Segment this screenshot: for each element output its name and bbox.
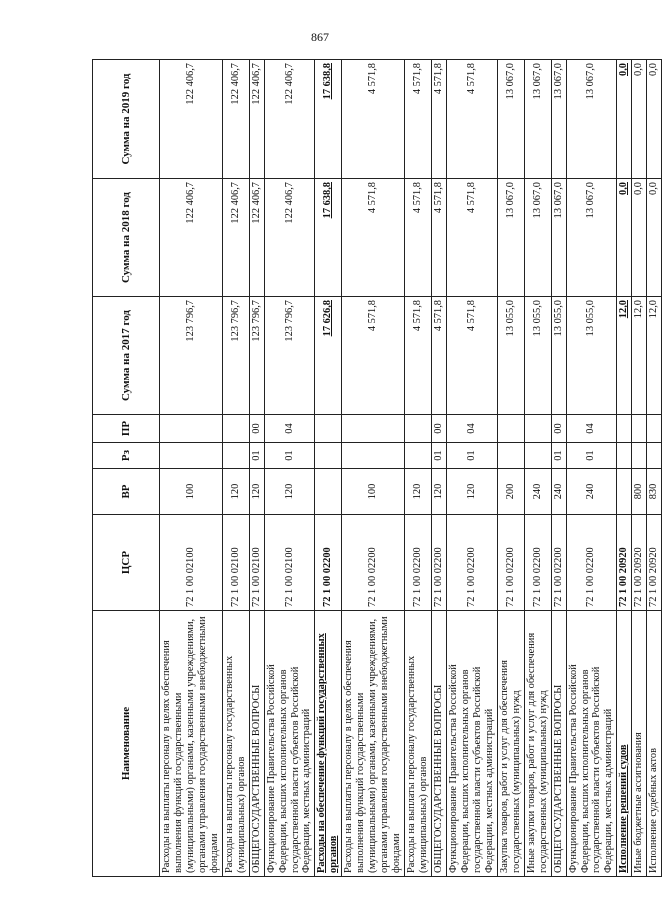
cell-2018: 4 571,8 xyxy=(446,179,497,297)
cell-pr: 04 xyxy=(566,415,617,443)
cell-2017: 12,0 xyxy=(632,297,647,415)
cell-2019: 122 406,7 xyxy=(264,60,315,179)
table-row xyxy=(551,60,566,877)
table-row xyxy=(617,60,632,877)
cell-rz xyxy=(342,443,405,469)
table-row xyxy=(566,60,617,877)
cell-name: ОБЩЕГОСУДАРСТВЕННЫЕ ВОПРОСЫ xyxy=(551,611,566,877)
cell-2017: 123 796,7 xyxy=(249,297,264,415)
budget-table xyxy=(92,59,662,877)
cell-csr: 72 1 00 02200 xyxy=(432,515,447,611)
cell-name: Функционирование Правительства Российской Федерации, высших исполнительных органов государственной власти субъектов Российской Федерации, местных администраций xyxy=(264,611,315,877)
cell-pr xyxy=(405,415,432,443)
cell-2019: 13 067,0 xyxy=(524,60,551,179)
cell-name: Расходы на выплаты персоналу в целях обеспечения выполнения функций государственными (муниципальными) органами, казенными учреждениями, органами управления государственными внебюджетными фондами xyxy=(342,611,405,877)
cell-name: Функционирование Правительства Российской Федерации, высших исполнительных органов государственной власти субъектов Российской Федерации, местных администраций xyxy=(566,611,617,877)
cell-vr: 240 xyxy=(524,469,551,515)
header-csr: ЦСР xyxy=(93,515,160,611)
cell-2019: 4 571,8 xyxy=(405,60,432,179)
header-vr: ВР xyxy=(93,469,160,515)
cell-csr: 72 1 00 02100 xyxy=(264,515,315,611)
cell-csr: 72 1 00 02200 xyxy=(342,515,405,611)
cell-2017: 123 796,7 xyxy=(222,297,249,415)
cell-2018: 13 067,0 xyxy=(566,179,617,297)
cell-2017: 4 571,8 xyxy=(446,297,497,415)
cell-name: Иные закупки товаров, работ и услуг для обеспечения государственных (муниципальных) нужд xyxy=(524,611,551,877)
rotated-table-area xyxy=(92,60,660,877)
cell-pr xyxy=(160,415,223,443)
table-header-row xyxy=(93,60,160,877)
table-row xyxy=(249,60,264,877)
cell-name: Расходы на выплаты персоналу государственных (муниципальных) органов xyxy=(222,611,249,877)
cell-rz xyxy=(617,443,632,469)
cell-vr: 800 xyxy=(632,469,647,515)
cell-2019: 13 067,0 xyxy=(566,60,617,179)
cell-vr: 120 xyxy=(432,469,447,515)
cell-csr: 72 1 00 20920 xyxy=(617,515,632,611)
table-row xyxy=(160,60,223,877)
cell-2017: 13 055,0 xyxy=(497,297,524,415)
cell-vr: 120 xyxy=(264,469,315,515)
cell-csr: 72 1 00 02100 xyxy=(160,515,223,611)
cell-2018: 13 067,0 xyxy=(551,179,566,297)
table-row xyxy=(446,60,497,877)
cell-csr: 72 1 00 20920 xyxy=(632,515,647,611)
cell-2019: 4 571,8 xyxy=(432,60,447,179)
cell-2018: 4 571,8 xyxy=(405,179,432,297)
cell-rz: 01 xyxy=(446,443,497,469)
cell-2017: 12,0 xyxy=(647,297,662,415)
cell-2019: 122 406,7 xyxy=(222,60,249,179)
cell-2019: 4 571,8 xyxy=(446,60,497,179)
rotated-table-container xyxy=(92,60,660,877)
header-rz: Рз xyxy=(93,443,160,469)
cell-rz: 01 xyxy=(249,443,264,469)
cell-2018: 122 406,7 xyxy=(222,179,249,297)
cell-csr: 72 1 00 02200 xyxy=(566,515,617,611)
cell-pr: 04 xyxy=(264,415,315,443)
cell-pr xyxy=(617,415,632,443)
cell-2019: 0,0 xyxy=(647,60,662,179)
cell-rz xyxy=(497,443,524,469)
cell-pr xyxy=(342,415,405,443)
cell-rz xyxy=(632,443,647,469)
cell-2019: 0,0 xyxy=(632,60,647,179)
cell-csr: 72 1 00 02200 xyxy=(524,515,551,611)
cell-vr: 120 xyxy=(446,469,497,515)
cell-2018: 122 406,7 xyxy=(249,179,264,297)
cell-rz xyxy=(160,443,223,469)
cell-2019: 122 406,7 xyxy=(249,60,264,179)
cell-csr: 72 1 00 02200 xyxy=(497,515,524,611)
cell-2019: 4 571,8 xyxy=(342,60,405,179)
cell-2018: 13 067,0 xyxy=(497,179,524,297)
cell-pr xyxy=(524,415,551,443)
cell-rz: 01 xyxy=(551,443,566,469)
cell-2019: 0,0 xyxy=(617,60,632,179)
cell-csr: 72 1 00 20920 xyxy=(647,515,662,611)
cell-rz xyxy=(647,443,662,469)
cell-name: Исполнение решений судов xyxy=(617,611,632,877)
cell-2017: 13 055,0 xyxy=(551,297,566,415)
header-2019: Сумма на 2019 год xyxy=(93,60,160,179)
table-row xyxy=(405,60,432,877)
cell-vr: 120 xyxy=(222,469,249,515)
cell-2018: 0,0 xyxy=(617,179,632,297)
cell-name: Расходы на выплаты персоналу государственных (муниципальных) органов xyxy=(405,611,432,877)
table-row xyxy=(222,60,249,877)
cell-pr xyxy=(315,415,342,443)
cell-2019: 13 067,0 xyxy=(551,60,566,179)
table-row xyxy=(315,60,342,877)
cell-vr: 200 xyxy=(497,469,524,515)
cell-pr xyxy=(632,415,647,443)
cell-vr: 100 xyxy=(160,469,223,515)
cell-rz xyxy=(405,443,432,469)
cell-2018: 0,0 xyxy=(632,179,647,297)
cell-pr: 00 xyxy=(432,415,447,443)
cell-2019: 17 638,8 xyxy=(315,60,342,179)
cell-2017: 17 626,8 xyxy=(315,297,342,415)
cell-2017: 13 055,0 xyxy=(566,297,617,415)
cell-2017: 4 571,8 xyxy=(432,297,447,415)
table-row xyxy=(264,60,315,877)
cell-name: Исполнение судебных актов xyxy=(647,611,662,877)
table-row xyxy=(432,60,447,877)
cell-2018: 122 406,7 xyxy=(264,179,315,297)
cell-vr: 830 xyxy=(647,469,662,515)
cell-vr: 240 xyxy=(551,469,566,515)
cell-csr: 72 1 00 02100 xyxy=(222,515,249,611)
page-number: 867 xyxy=(311,30,329,44)
cell-2017: 123 796,7 xyxy=(160,297,223,415)
cell-2017: 12,0 xyxy=(617,297,632,415)
table-row xyxy=(342,60,405,877)
cell-vr: 120 xyxy=(249,469,264,515)
header-2017: Сумма на 2017 год xyxy=(93,297,160,415)
cell-2018: 4 571,8 xyxy=(342,179,405,297)
cell-rz xyxy=(315,443,342,469)
cell-pr: 00 xyxy=(249,415,264,443)
cell-name: Расходы на обеспечение функций государственных органов xyxy=(315,611,342,877)
header-name: Наименование xyxy=(93,611,160,877)
header-2018: Сумма на 2018 год xyxy=(93,179,160,297)
cell-2018: 17 638,8 xyxy=(315,179,342,297)
cell-vr xyxy=(617,469,632,515)
cell-2018: 122 406,7 xyxy=(160,179,223,297)
cell-pr xyxy=(497,415,524,443)
table-body xyxy=(160,60,662,877)
cell-name: Расходы на выплаты персоналу в целях обеспечения выполнения функций государственными (муниципальными) органами, казенными учреждениями, органами управления государственными внебюджетными фондами xyxy=(160,611,223,877)
cell-vr: 120 xyxy=(405,469,432,515)
cell-2017: 4 571,8 xyxy=(405,297,432,415)
table-row xyxy=(647,60,662,877)
cell-2018: 0,0 xyxy=(647,179,662,297)
cell-csr: 72 1 00 02200 xyxy=(446,515,497,611)
table-row xyxy=(632,60,647,877)
cell-pr: 04 xyxy=(446,415,497,443)
cell-csr: 72 1 00 02200 xyxy=(315,515,342,611)
table-row xyxy=(497,60,524,877)
cell-rz: 01 xyxy=(566,443,617,469)
cell-name: Иные бюджетные ассигнования xyxy=(632,611,647,877)
cell-rz: 01 xyxy=(432,443,447,469)
cell-pr: 00 xyxy=(551,415,566,443)
cell-name: ОБЩЕГОСУДАРСТВЕННЫЕ ВОПРОСЫ xyxy=(432,611,447,877)
cell-rz: 01 xyxy=(264,443,315,469)
cell-2017: 123 796,7 xyxy=(264,297,315,415)
cell-2018: 4 571,8 xyxy=(432,179,447,297)
table-row xyxy=(524,60,551,877)
cell-pr xyxy=(222,415,249,443)
cell-pr xyxy=(647,415,662,443)
cell-rz xyxy=(524,443,551,469)
cell-csr: 72 1 00 02200 xyxy=(551,515,566,611)
cell-rz xyxy=(222,443,249,469)
cell-csr: 72 1 00 02100 xyxy=(249,515,264,611)
cell-2019: 13 067,0 xyxy=(497,60,524,179)
cell-2019: 122 406,7 xyxy=(160,60,223,179)
cell-2017: 4 571,8 xyxy=(342,297,405,415)
cell-name: Функционирование Правительства Российской Федерации, высших исполнительных органов государственной власти субъектов Российской Федерации, местных администраций xyxy=(446,611,497,877)
cell-vr: 100 xyxy=(342,469,405,515)
header-pr: ПР xyxy=(93,415,160,443)
cell-csr: 72 1 00 02200 xyxy=(405,515,432,611)
cell-name: ОБЩЕГОСУДАРСТВЕННЫЕ ВОПРОСЫ xyxy=(249,611,264,877)
cell-2018: 13 067,0 xyxy=(524,179,551,297)
cell-vr: 240 xyxy=(566,469,617,515)
cell-vr xyxy=(315,469,342,515)
cell-2017: 13 055,0 xyxy=(524,297,551,415)
cell-name: Закупка товаров, работ и услуг для обеспечения государственных (муниципальных) нужд xyxy=(497,611,524,877)
